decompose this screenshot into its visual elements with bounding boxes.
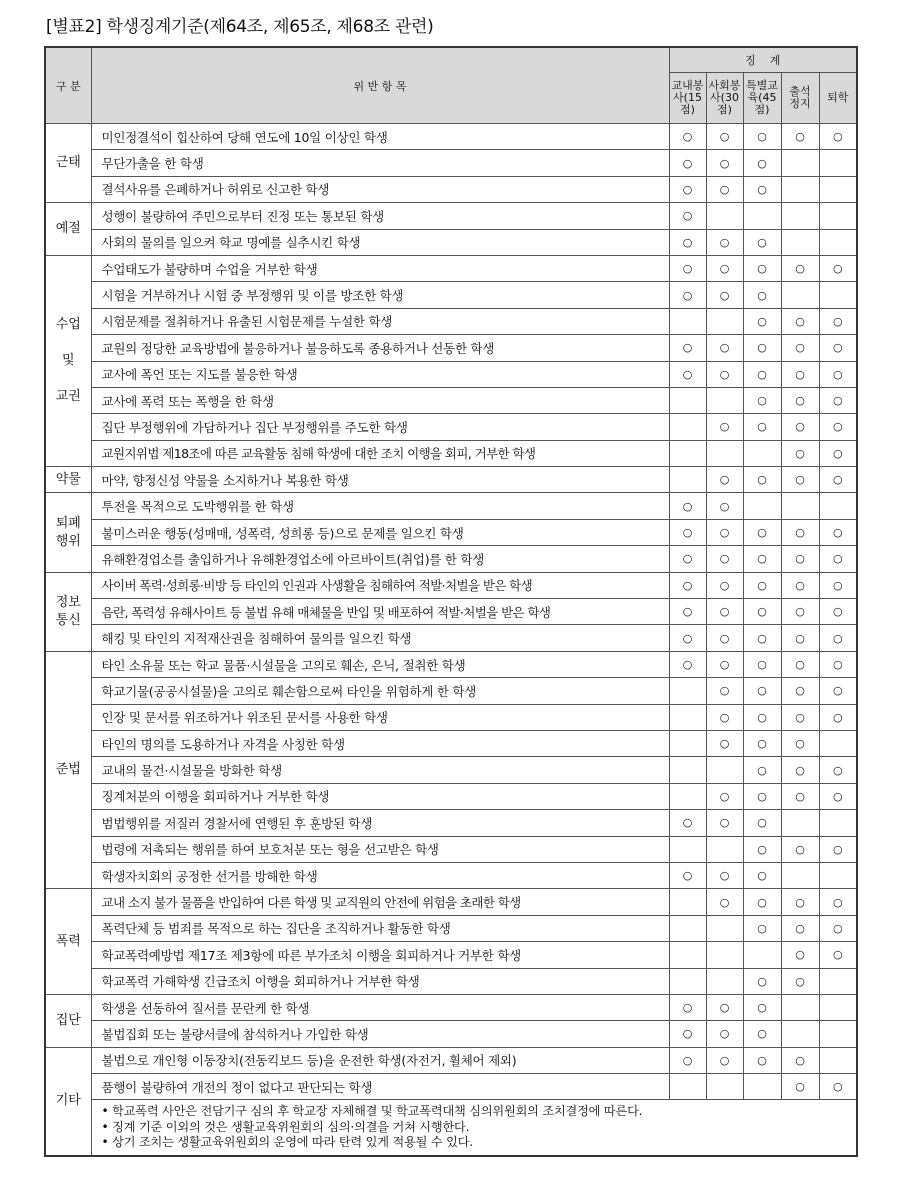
violation-item: 유해환경업소를 출입하거나 유해환경업소에 아르바이트(취업)를 한 학생 xyxy=(91,546,669,572)
penalty-mark: ○ xyxy=(706,150,743,176)
penalty-mark xyxy=(743,942,781,968)
violation-item: 학교폭력 가해학생 긴급조치 이행을 회피하거나 거부한 학생 xyxy=(91,968,669,994)
penalty-mark xyxy=(669,1074,706,1100)
penalty-mark: ○ xyxy=(819,308,857,334)
violation-item: 시험을 거부하거나 시험 중 부정행위 및 이를 방조한 학생 xyxy=(91,282,669,308)
penalty-mark: ○ xyxy=(669,150,706,176)
table-row xyxy=(45,255,857,281)
table-row xyxy=(45,678,857,704)
penalty-mark xyxy=(706,308,743,334)
penalty-mark: ○ xyxy=(781,519,819,545)
category-cell: 집단 xyxy=(45,994,91,1047)
category-cell: 예절 xyxy=(45,203,91,256)
penalty-mark xyxy=(706,915,743,941)
penalty-mark: ○ xyxy=(781,836,819,862)
penalty-mark: ○ xyxy=(669,862,706,888)
violation-item: 불법집회 또는 불량서클에 참석하거나 가입한 학생 xyxy=(91,1021,669,1047)
penalty-mark: ○ xyxy=(819,915,857,941)
penalty-mark: ○ xyxy=(781,308,819,334)
penalty-mark: ○ xyxy=(743,387,781,413)
penalty-mark: ○ xyxy=(781,599,819,625)
penalty-mark: ○ xyxy=(743,599,781,625)
table-row xyxy=(45,625,857,651)
penalty-mark: ○ xyxy=(819,414,857,440)
penalty-mark: ○ xyxy=(743,1021,781,1047)
penalty-mark: ○ xyxy=(743,994,781,1020)
penalty-mark xyxy=(819,862,857,888)
penalty-mark: ○ xyxy=(706,176,743,202)
penalty-mark: ○ xyxy=(706,1047,743,1073)
violation-item: 투전을 목적으로 도박행위를 한 학생 xyxy=(91,493,669,519)
penalty-mark: ○ xyxy=(819,387,857,413)
penalty-mark xyxy=(669,387,706,413)
category-cell: 수업 및 교권 xyxy=(45,255,91,466)
category-cell: 근태 xyxy=(45,124,91,203)
violation-item: 교사에 폭언 또는 지도를 불응한 학생 xyxy=(91,361,669,387)
violation-item: 교사에 폭력 또는 폭행을 한 학생 xyxy=(91,387,669,413)
penalty-mark: ○ xyxy=(819,783,857,809)
penalty-mark: ○ xyxy=(743,519,781,545)
penalty-mark: ○ xyxy=(669,572,706,598)
penalty-mark: ○ xyxy=(743,783,781,809)
penalty-mark: ○ xyxy=(819,335,857,361)
penalty-mark xyxy=(669,968,706,994)
penalty-mark xyxy=(706,942,743,968)
penalty-mark: ○ xyxy=(781,361,819,387)
penalty-mark: ○ xyxy=(819,651,857,677)
violation-item: 결석사유를 은폐하거나 허위로 신고한 학생 xyxy=(91,176,669,202)
penalty-mark: ○ xyxy=(781,572,819,598)
note-line: • 상기 조치는 생활교육위원회의 운영에 따라 탄력 있게 적용될 수 있다. xyxy=(101,1135,473,1150)
penalty-mark: ○ xyxy=(706,467,743,493)
table-row xyxy=(45,493,857,519)
penalty-mark: ○ xyxy=(819,255,857,281)
penalty-mark: ○ xyxy=(669,203,706,229)
penalty-mark: ○ xyxy=(743,757,781,783)
header-penalty-4: 출석정지 xyxy=(781,73,819,124)
header-penalty-5: 퇴학 xyxy=(819,73,857,124)
penalty-mark: ○ xyxy=(819,1074,857,1100)
penalty-mark xyxy=(669,308,706,334)
penalty-mark xyxy=(781,810,819,836)
penalty-mark: ○ xyxy=(781,625,819,651)
violation-item: 타인 소유물 또는 학교 물품·시설물을 고의로 훼손, 은닉, 절취한 학생 xyxy=(91,651,669,677)
violation-item: 교원지위법 제18조에 따른 교육활동 침해 학생에 대한 조치 이행을 회피, 거부한 학생 xyxy=(91,440,669,466)
violation-item: 인장 및 문서를 위조하거나 위조된 문서를 사용한 학생 xyxy=(91,704,669,730)
penalty-mark: ○ xyxy=(781,1074,819,1100)
table-row xyxy=(45,519,857,545)
violation-item: 법령에 저촉되는 행위를 하여 보호처분 또는 형을 선고받은 학생 xyxy=(91,836,669,862)
penalty-mark: ○ xyxy=(743,308,781,334)
penalty-mark: ○ xyxy=(743,836,781,862)
penalty-mark: ○ xyxy=(819,889,857,915)
penalty-mark: ○ xyxy=(781,651,819,677)
table-row xyxy=(45,1047,857,1073)
header-category: 구 분 xyxy=(45,47,91,124)
penalty-mark: ○ xyxy=(743,862,781,888)
penalty-mark: ○ xyxy=(743,968,781,994)
table-body xyxy=(45,124,857,1156)
header-discipline: 징 계 xyxy=(669,47,857,73)
category-cell: 정보 통신 xyxy=(45,572,91,651)
violation-item: 미인정결석이 힙산하여 당해 연도에 10일 이상인 학생 xyxy=(91,124,669,150)
violation-item: 징계처분의 이행을 회피하거나 거부한 학생 xyxy=(91,783,669,809)
penalty-mark: ○ xyxy=(781,889,819,915)
penalty-mark xyxy=(743,493,781,519)
penalty-mark xyxy=(819,968,857,994)
penalty-mark: ○ xyxy=(819,836,857,862)
violation-item: 학교기물(공공시설물)을 고의로 훼손함으로써 타인을 위험하게 한 학생 xyxy=(91,678,669,704)
penalty-mark: ○ xyxy=(706,994,743,1020)
penalty-mark: ○ xyxy=(743,678,781,704)
penalty-mark: ○ xyxy=(781,783,819,809)
penalty-mark: ○ xyxy=(706,493,743,519)
penalty-mark: ○ xyxy=(743,124,781,150)
penalty-mark xyxy=(781,150,819,176)
penalty-mark: ○ xyxy=(781,335,819,361)
violation-item: 불법으로 개인형 이동장치(전동킥보드 등)을 운전한 학생(자전거, 휠체어 제외) xyxy=(91,1047,669,1073)
penalty-mark: ○ xyxy=(669,1047,706,1073)
table-row xyxy=(45,836,857,862)
penalty-mark xyxy=(743,440,781,466)
violation-item: 수업태도가 불량하며 수업을 거부한 학생 xyxy=(91,255,669,281)
violation-item: 교원의 정당한 교육방법에 불응하거나 불응하도록 종용하거나 선동한 학생 xyxy=(91,335,669,361)
table-row xyxy=(45,599,857,625)
penalty-mark xyxy=(819,282,857,308)
penalty-mark: ○ xyxy=(669,1021,706,1047)
penalty-mark: ○ xyxy=(706,810,743,836)
violation-item: 학교폭력예방법 제17조 제3항에 따른 부가조치 이행을 회피하거나 거부한 학생 xyxy=(91,942,669,968)
penalty-mark: ○ xyxy=(743,889,781,915)
penalty-mark: ○ xyxy=(706,1021,743,1047)
table-row xyxy=(45,1021,857,1047)
penalty-mark: ○ xyxy=(781,730,819,756)
penalty-mark: ○ xyxy=(819,467,857,493)
table-row xyxy=(45,1074,857,1100)
notes-row xyxy=(45,1100,857,1156)
penalty-mark: ○ xyxy=(781,124,819,150)
violation-item: 성행이 불량하여 주민으로부터 진정 또는 통보된 학생 xyxy=(91,203,669,229)
penalty-mark xyxy=(743,1074,781,1100)
discipline-table-wrap xyxy=(44,46,856,1157)
penalty-mark xyxy=(669,440,706,466)
penalty-mark xyxy=(819,229,857,255)
table-row xyxy=(45,335,857,361)
violation-item: 무단가출을 한 학생 xyxy=(91,150,669,176)
penalty-mark: ○ xyxy=(819,757,857,783)
table-row xyxy=(45,704,857,730)
penalty-mark: ○ xyxy=(669,651,706,677)
penalty-mark: ○ xyxy=(706,546,743,572)
table-row xyxy=(45,361,857,387)
penalty-mark: ○ xyxy=(706,599,743,625)
penalty-mark xyxy=(706,968,743,994)
violation-item: 사회의 물의를 일으켜 학교 명예를 실추시킨 학생 xyxy=(91,229,669,255)
table-row xyxy=(45,308,857,334)
penalty-mark xyxy=(781,282,819,308)
penalty-mark: ○ xyxy=(743,414,781,440)
penalty-mark xyxy=(669,704,706,730)
penalty-mark: ○ xyxy=(819,440,857,466)
penalty-mark: ○ xyxy=(706,678,743,704)
penalty-mark: ○ xyxy=(669,176,706,202)
penalty-mark xyxy=(706,1074,743,1100)
penalty-mark: ○ xyxy=(819,519,857,545)
penalty-mark: ○ xyxy=(781,440,819,466)
penalty-mark: ○ xyxy=(781,546,819,572)
violation-item: 교내 소지 불가 물품을 반입하여 다른 학생 및 교직원의 안전에 위험을 초래한 학생 xyxy=(91,889,669,915)
penalty-mark xyxy=(819,493,857,519)
penalty-mark xyxy=(781,994,819,1020)
penalty-mark: ○ xyxy=(706,124,743,150)
penalty-mark xyxy=(669,942,706,968)
category-cell: 퇴폐 행위 xyxy=(45,493,91,572)
table-row xyxy=(45,282,857,308)
penalty-mark: ○ xyxy=(743,704,781,730)
table-row xyxy=(45,414,857,440)
table-row xyxy=(45,730,857,756)
violation-item: 음란, 폭력성 유해사이트 등 불법 유해 매체물을 반입 및 배포하여 적발·처벌을 받은 학생 xyxy=(91,599,669,625)
category-cell: 준법 xyxy=(45,651,91,889)
table-row xyxy=(45,968,857,994)
table-row xyxy=(45,862,857,888)
penalty-mark: ○ xyxy=(819,678,857,704)
penalty-mark xyxy=(669,757,706,783)
penalty-mark: ○ xyxy=(819,361,857,387)
penalty-mark: ○ xyxy=(669,994,706,1020)
violation-item: 타인의 명의를 도용하거나 자격을 사칭한 학생 xyxy=(91,730,669,756)
penalty-mark: ○ xyxy=(706,335,743,361)
table-row xyxy=(45,572,857,598)
penalty-mark: ○ xyxy=(669,546,706,572)
penalty-mark: ○ xyxy=(669,599,706,625)
table-row xyxy=(45,440,857,466)
table-row xyxy=(45,124,857,150)
penalty-mark xyxy=(706,440,743,466)
penalty-mark: ○ xyxy=(743,625,781,651)
penalty-mark: ○ xyxy=(819,942,857,968)
note-line: • 학교폭력 사안은 전담기구 심의 후 학교장 자체해결 및 학교폭력대책 심의위원회의 조치결정에 따른다. xyxy=(101,1104,643,1119)
notes-cell xyxy=(91,1100,857,1156)
penalty-mark xyxy=(669,467,706,493)
header-penalty-1: 교내봉사(15점) xyxy=(669,73,706,124)
penalty-mark xyxy=(781,862,819,888)
penalty-mark xyxy=(819,1021,857,1047)
table-row xyxy=(45,467,857,493)
penalty-mark xyxy=(706,387,743,413)
document-title: [별표2] 학생징계기준(제64조, 제65조, 제68조 관련) xyxy=(46,17,434,37)
table-row xyxy=(45,889,857,915)
penalty-mark: ○ xyxy=(781,387,819,413)
table-row xyxy=(45,942,857,968)
penalty-mark xyxy=(819,810,857,836)
penalty-mark: ○ xyxy=(743,730,781,756)
violation-item: 시험문제를 절취하거나 유출된 시험문제를 누설한 학생 xyxy=(91,308,669,334)
table-row xyxy=(45,203,857,229)
penalty-mark: ○ xyxy=(781,255,819,281)
penalty-mark xyxy=(819,176,857,202)
penalty-mark xyxy=(819,150,857,176)
penalty-mark xyxy=(669,678,706,704)
penalty-mark xyxy=(819,203,857,229)
penalty-mark: ○ xyxy=(781,414,819,440)
penalty-mark: ○ xyxy=(669,229,706,255)
penalty-mark: ○ xyxy=(706,519,743,545)
penalty-mark: ○ xyxy=(819,572,857,598)
header-penalty-3: 특별교육(45점) xyxy=(743,73,781,124)
penalty-mark xyxy=(706,836,743,862)
penalty-mark: ○ xyxy=(743,282,781,308)
table-row xyxy=(45,810,857,836)
penalty-mark: ○ xyxy=(743,255,781,281)
penalty-mark: ○ xyxy=(781,1047,819,1073)
penalty-mark: ○ xyxy=(819,625,857,651)
penalty-mark xyxy=(669,915,706,941)
category-cell: 약물 xyxy=(45,467,91,493)
penalty-mark: ○ xyxy=(743,335,781,361)
violation-item: 사이버 폭력·성희롱·비방 등 타인의 인권과 사생활을 침해하여 적발·처벌을 받은 학생 xyxy=(91,572,669,598)
discipline-table xyxy=(44,46,858,1157)
table-row xyxy=(45,994,857,1020)
table-row xyxy=(45,150,857,176)
penalty-mark: ○ xyxy=(743,572,781,598)
table-row xyxy=(45,387,857,413)
table-row xyxy=(45,783,857,809)
penalty-mark xyxy=(706,757,743,783)
penalty-mark: ○ xyxy=(781,757,819,783)
penalty-mark: ○ xyxy=(669,810,706,836)
penalty-mark: ○ xyxy=(706,625,743,651)
penalty-mark: ○ xyxy=(669,124,706,150)
penalty-mark: ○ xyxy=(669,255,706,281)
penalty-mark: ○ xyxy=(781,678,819,704)
category-cell: 폭력 xyxy=(45,889,91,995)
penalty-mark: ○ xyxy=(706,361,743,387)
penalty-mark: ○ xyxy=(743,915,781,941)
table-row xyxy=(45,176,857,202)
penalty-mark: ○ xyxy=(706,889,743,915)
violation-item: 교내의 물건·시설물을 방화한 학생 xyxy=(91,757,669,783)
violation-item: 품행이 불량하여 개전의 정이 없다고 판단되는 학생 xyxy=(91,1074,669,1100)
violation-item: 학생자치회의 공정한 선거를 방해한 학생 xyxy=(91,862,669,888)
penalty-mark: ○ xyxy=(743,361,781,387)
penalty-mark xyxy=(781,1021,819,1047)
penalty-mark: ○ xyxy=(706,730,743,756)
header-violation: 위 반 항 목 xyxy=(91,47,669,124)
violation-item: 집단 부정행위에 가담하거나 집단 부정행위를 주도한 학생 xyxy=(91,414,669,440)
penalty-mark: ○ xyxy=(706,255,743,281)
penalty-mark: ○ xyxy=(706,704,743,730)
violation-item: 범법행위를 저질러 경찰서에 연행된 후 훈방된 학생 xyxy=(91,810,669,836)
header-penalty-2: 사회봉사(30점) xyxy=(706,73,743,124)
penalty-mark: ○ xyxy=(781,942,819,968)
penalty-mark xyxy=(669,414,706,440)
penalty-mark: ○ xyxy=(669,625,706,651)
note-line: • 징계 기준 이외의 것은 생활교육위원회의 심의·의결을 거쳐 시행한다. xyxy=(101,1119,470,1134)
penalty-mark xyxy=(781,229,819,255)
penalty-mark: ○ xyxy=(743,651,781,677)
table-row xyxy=(45,229,857,255)
penalty-mark xyxy=(743,203,781,229)
penalty-mark: ○ xyxy=(819,704,857,730)
violation-item: 불미스러운 행동(성매매, 성폭력, 성희롱 등)으로 문제를 일으킨 학생 xyxy=(91,519,669,545)
penalty-mark: ○ xyxy=(743,1047,781,1073)
penalty-mark: ○ xyxy=(669,335,706,361)
table-row xyxy=(45,546,857,572)
penalty-mark xyxy=(781,493,819,519)
penalty-mark: ○ xyxy=(743,546,781,572)
penalty-mark xyxy=(819,1047,857,1073)
table-row xyxy=(45,651,857,677)
penalty-mark: ○ xyxy=(706,229,743,255)
penalty-mark: ○ xyxy=(706,282,743,308)
category-cell: 기타 xyxy=(45,1047,91,1156)
penalty-mark: ○ xyxy=(706,862,743,888)
penalty-mark: ○ xyxy=(669,493,706,519)
penalty-mark: ○ xyxy=(781,467,819,493)
penalty-mark: ○ xyxy=(819,124,857,150)
penalty-mark: ○ xyxy=(743,176,781,202)
penalty-mark: ○ xyxy=(743,150,781,176)
violation-item: 폭력단체 등 범죄를 목적으로 하는 집단을 조직하거나 활동한 학생 xyxy=(91,915,669,941)
penalty-mark xyxy=(669,783,706,809)
penalty-mark: ○ xyxy=(781,915,819,941)
penalty-mark: ○ xyxy=(669,519,706,545)
penalty-mark: ○ xyxy=(819,546,857,572)
penalty-mark xyxy=(819,994,857,1020)
penalty-mark xyxy=(669,836,706,862)
penalty-mark xyxy=(781,176,819,202)
violation-item: 해킹 및 타인의 지적재산권을 침해하여 물의를 일으킨 학생 xyxy=(91,625,669,651)
penalty-mark: ○ xyxy=(706,783,743,809)
violation-item: 학생을 선동하여 질서를 문란케 한 학생 xyxy=(91,994,669,1020)
penalty-mark: ○ xyxy=(669,282,706,308)
penalty-mark: ○ xyxy=(781,968,819,994)
penalty-mark xyxy=(819,730,857,756)
penalty-mark xyxy=(706,203,743,229)
table-row xyxy=(45,915,857,941)
penalty-mark xyxy=(669,889,706,915)
violation-item: 마약, 향정신성 약물을 소지하거나 복용한 학생 xyxy=(91,467,669,493)
penalty-mark: ○ xyxy=(743,229,781,255)
penalty-mark: ○ xyxy=(706,651,743,677)
penalty-mark: ○ xyxy=(706,572,743,598)
penalty-mark: ○ xyxy=(743,810,781,836)
penalty-mark xyxy=(669,730,706,756)
penalty-mark: ○ xyxy=(669,361,706,387)
penalty-mark xyxy=(781,203,819,229)
penalty-mark: ○ xyxy=(743,467,781,493)
penalty-mark: ○ xyxy=(706,414,743,440)
table-row xyxy=(45,757,857,783)
penalty-mark: ○ xyxy=(781,704,819,730)
penalty-mark: ○ xyxy=(819,599,857,625)
